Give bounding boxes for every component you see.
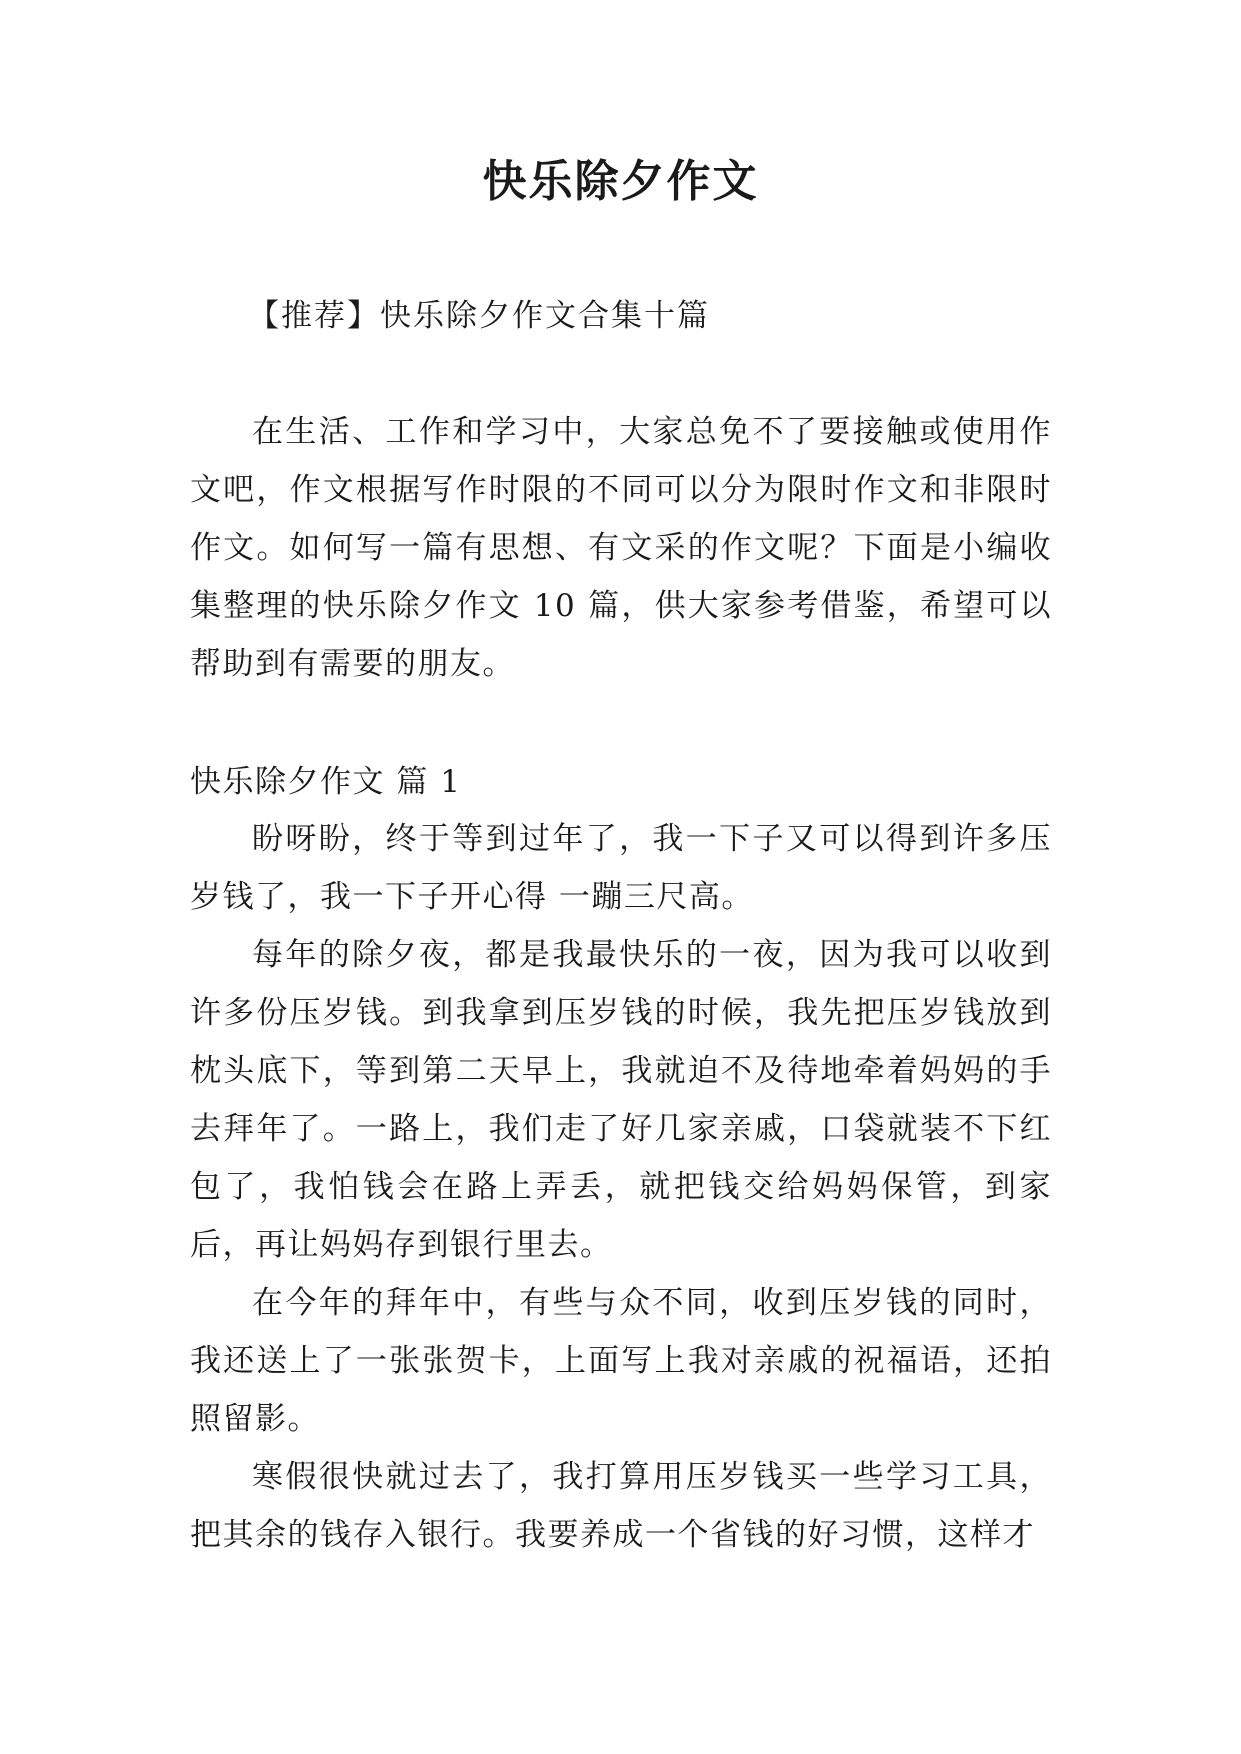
essay-paragraph: 寒假很快就过去了，我打算用压岁钱买一些学习工具，把其余的钱存入银行。我要养成一个省钱的好习惯，这样才: [190, 1459, 1052, 1553]
document-subtitle: 【推荐】快乐除夕作文合集十篇: [248, 298, 710, 334]
document-title: 快乐除夕作文: [482, 156, 759, 207]
essay-paragraph: 每年的除夕夜，都是我最快乐的一夜，因为我可以收到许多份压岁钱。到我拿到压岁钱的时候，我先把压岁钱放到枕头底下，等到第二天早上，我就迫不及待地牵着妈妈的手去拜年了。一路上，我们走了好几家亲戚，口袋就装不下红包了，我怕钱会在路上弄丢，就把钱交给妈妈保管，到家后，再让妈妈存到银行里去。: [190, 937, 1052, 1263]
essay-paragraph: 在今年的拜年中，有些与众不同，收到压岁钱的同时，我还送上了一张张贺卡，上面写上我对亲戚的祝福语，还拍照留影。: [190, 1285, 1052, 1437]
essay-paragraph: 盼呀盼，终于等到过年了，我一下子又可以得到许多压岁钱了，我一下子开心得 一蹦三尺高。: [190, 821, 1052, 915]
section-heading: 快乐除夕作文 篇 1: [190, 764, 462, 800]
essay-body: [190, 810, 1052, 1564]
intro-block: [190, 403, 1052, 693]
intro-paragraph: 在生活、工作和学习中，大家总免不了要接触或使用作文吧，作文根据写作时限的不同可以分为限时作文和非限时作文。如何写一篇有思想、有文采的作文呢？下面是小编收集整理的快乐除夕作文 10 篇，供大家参考借鉴，希望可以帮助到有需要的朋友。: [190, 414, 1052, 682]
